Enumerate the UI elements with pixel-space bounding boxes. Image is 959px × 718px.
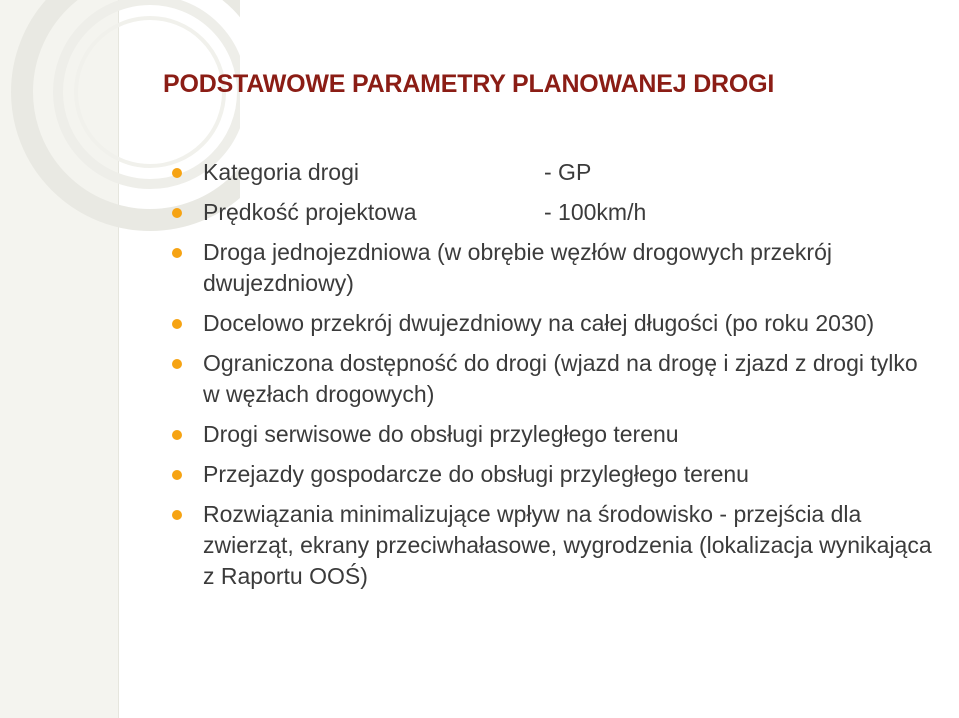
bullet-dot-icon [172, 168, 182, 178]
bullet-dot-icon [172, 208, 182, 218]
bullet-list [172, 157, 932, 592]
list-item [172, 237, 932, 299]
list-item-text: Rozwiązania minimalizujące wpływ na środowisko - przejścia dla zwierząt, ekrany przeciwhałasowe, wygrodzenia (lokalizacja wynikająca z Raportu OOŚ) [203, 501, 932, 589]
list-item [172, 348, 932, 410]
param-value: - GP [544, 159, 592, 185]
list-item [172, 419, 932, 450]
list-item-text: Przejazdy gospodarcze do obsługi przyległego terenu [203, 461, 749, 487]
list-item [172, 459, 932, 490]
bullet-dot-icon [172, 248, 182, 258]
list-item-text: Droga jednojezdniowa (w obrębie węzłów drogowych przekrój dwujezdniowy) [203, 239, 832, 296]
bullet-dot-icon [172, 319, 182, 329]
list-item-text: Ograniczona dostępność do drogi (wjazd na drogę i zjazd z drogi tylko w węzłach drogowych) [203, 350, 918, 407]
slide-title: PODSTAWOWE PARAMETRY PLANOWANEJ DROGI [163, 70, 775, 98]
param-item-category [172, 157, 932, 188]
param-label: Prędkość projektowa [203, 199, 417, 225]
list-item [172, 308, 932, 339]
param-item-speed [172, 197, 932, 228]
list-item-text: Docelowo przekrój dwujezdniowy na całej długości (po roku 2030) [203, 310, 875, 336]
bullet-dot-icon [172, 430, 182, 440]
bullet-dot-icon [172, 510, 182, 520]
param-value: - 100km/h [544, 199, 647, 225]
bullet-dot-icon [172, 470, 182, 480]
list-item [172, 499, 932, 592]
param-label: Kategoria drogi [203, 159, 359, 185]
bullet-dot-icon [172, 359, 182, 369]
list-item-text: Drogi serwisowe do obsługi przyległego terenu [203, 421, 679, 447]
